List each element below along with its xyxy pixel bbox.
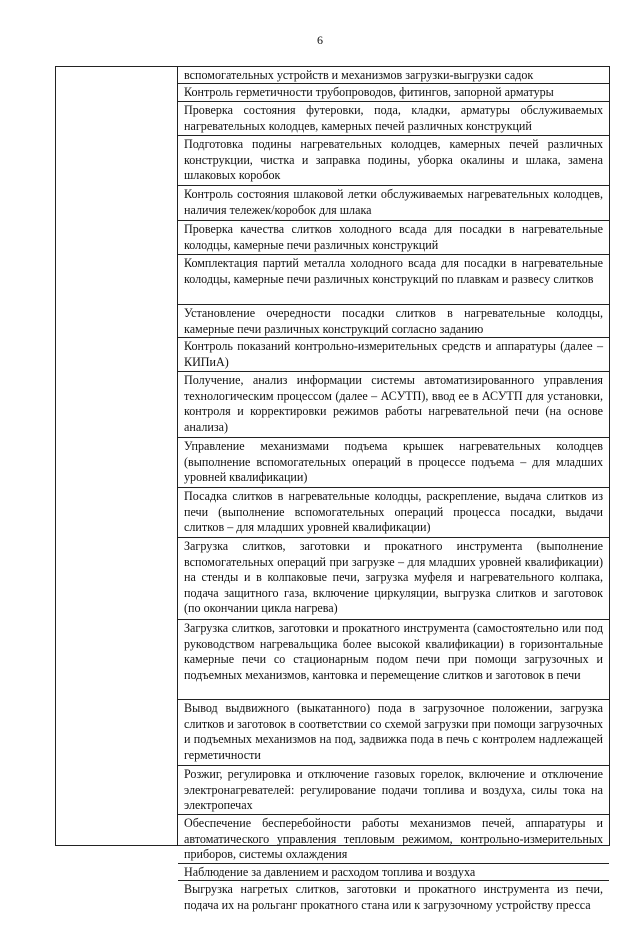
table-row: Управление механизмами подъема крышек нагревательных колодцев (выполнение вспомогательных операций в процессе подъема – для младших уровней квалификации) <box>178 438 609 488</box>
table-row: Комплектация партий металла холодного всада для посадки в нагревательные колодцы, камерные печи различных конструкций по плавкам и развесу слитков <box>178 255 609 305</box>
table-row: Наблюдение за давлением и расходом топлива и воздуха <box>178 864 609 881</box>
page-number: 6 <box>317 33 323 47</box>
table-row: Розжиг, регулировка и отключение газовых горелок, включение и отключение электронагревателей: регулирование подачи топлива и воздуха, силы тока на электропечах <box>178 766 609 815</box>
table-row: вспомогательных устройств и механизмов загрузки-выгрузки садок <box>178 67 609 84</box>
table-row: Вывод выдвижного (выкатанного) пода в загрузочное положении, загрузка слитков и заготовок в соответствии со схемой загрузки при помощи загрузочных и подъемных механизмов на под, задвижка пода в печь с контролем надлежащей герметичности <box>178 700 609 766</box>
table-row: Установление очередности посадки слитков в нагревательные колодцы, камерные печи различных конструкций согласно заданию <box>178 305 609 338</box>
table-row: Выгрузка нагретых слитков, заготовки и прокатного инструмента из печи, подача их на рольганг прокатного стана или к загрузочному устройству пресса <box>184 882 603 912</box>
table-row: Контроль показаний контрольно-измерительных средств и аппаратуры (далее – КИПиА) <box>178 338 609 372</box>
labor-functions-table <box>55 66 610 912</box>
table-row: Проверка качества слитков холодного всада для посадки в нагревательные колодцы, камерные печи различных конструкций <box>178 221 609 255</box>
table-row: Проверка состояния футеровки, пода, кладки, арматуры обслуживаемых нагревательных колодцев, камерных печей различных конструкций <box>178 102 609 136</box>
table-row: Получение, анализ информации системы автоматизированного управления технологическим процессом (далее – АСУТП), ввод ее в АСУТП для установки, контроля и корректировки режимов работы нагревательной печи (на основе анализа) <box>178 372 609 438</box>
table-row: Контроль состояния шлаковой летки обслуживаемых нагревательных колодцев, наличия тележек/коробок для шлака <box>178 186 609 221</box>
table-row: Обеспечение бесперебойности работы механизмов печей, аппаратуры и автоматического управления тепловым режимом, контрольно-измерительных приборов, системы охлаждения <box>178 815 609 864</box>
table-left-column <box>56 67 178 845</box>
table-row: Посадка слитков в нагревательные колодцы, раскрепление, выдача слитков из печи (выполнение вспомогательных операций процесса посадки, выдачи слитков – для младших уровней квалификации) <box>178 488 609 538</box>
table-row: Контроль герметичности трубопроводов, фитингов, запорной арматуры <box>178 84 609 102</box>
table-row: Загрузка слитков, заготовки и прокатного инструмента (выполнение вспомогательных операций при загрузке – для младших уровней квалификации) на стенды и в колпаковые печи, загрузка муфеля и нагревательного колпака, подача защитного газа, включение циркуляции, выгрузка слитков и заготовок (по окончании цикла нагрева) <box>178 538 609 620</box>
table-rows <box>178 67 609 912</box>
table-row: Подготовка подины нагревательных колодцев, камерных печей различных конструкции, чистка и заправка подины, уборка окалины и шлака, замена шлаковых коробок <box>178 136 609 186</box>
table-row: Загрузка слитков, заготовки и прокатного инструмента (самостоятельно или под руководством нагревальщика более высокой квалификации) в горизонтальные камерные печи со стационарным подом печи при помощи загрузочных и подъемных механизмов, кантовка и перемещение слитков и заготовок в печи <box>178 620 609 700</box>
